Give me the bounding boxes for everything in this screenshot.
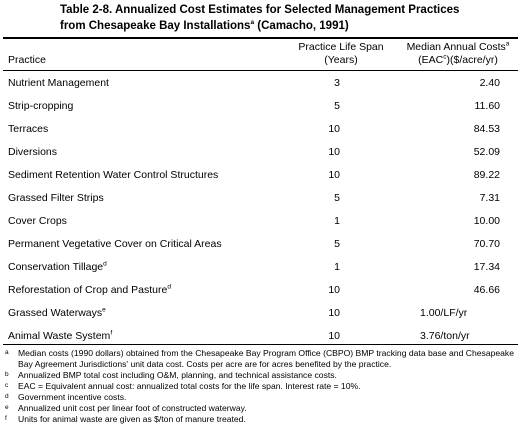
footnote-text: EAC = Equivalent annual cost: annualized total costs for the life span. Interest rate = 10%. [18,381,361,391]
table-row [0,120,525,140]
life-span-value: 1 [334,261,340,273]
practice-name: Reforestation of Crop and Pasture$^d$ [8,283,171,296]
practice-name: Strip-cropping [8,100,74,112]
footnote-mark: b [5,371,9,378]
title-line-2 [60,18,500,34]
footnote-mark: d [5,393,9,400]
table-row [0,166,525,186]
life-span-value: 10 [328,169,340,181]
life-span-value: 10 [328,146,340,158]
table-title [60,2,500,34]
practice-name: Terraces [8,123,49,135]
cost-value: 1.00/LF/yr [420,307,468,319]
table-row [0,189,525,209]
header-rule [3,70,518,71]
cost-value: 11.60 [474,100,500,112]
bottom-rule [3,344,518,345]
header-life-span-line1: Practice Life Span [298,41,384,53]
footnote-text: Median costs (1990 dollars) obtained from the Chesapeake Bay Program Office (CBPO) BMP tracking data base and Chesapeake Bay Agreement Jurisdictions' unit data cost. Costs per acre are for acres benefited by the practice. [18,348,514,369]
footnote-text: Annualized BMP total cost including O&M, planning, and technical assistance costs. [18,370,337,380]
cost-value: 10.00 [473,215,500,227]
footnote [5,403,520,414]
cost-value: 2.40 [479,77,500,89]
cost-value: 70.70 [473,238,500,250]
title-line-2-tail: (Camacho, 1991) [254,20,349,32]
footnote [5,381,520,392]
footnote [5,348,520,370]
cost-value: 7.31 [479,192,500,204]
footnotes [5,348,520,425]
header-life-span-line2: (Years) [324,54,358,66]
life-span-value: 10 [328,123,340,135]
practice-name: Diversions [8,146,58,158]
table-row [0,304,525,324]
cost-value: 17.34 [473,261,500,273]
practice-name: Cover Crops [8,215,67,227]
cost-value: 3.76/ton/yr [420,330,470,342]
life-span-value: 5 [334,192,340,204]
practice-name: Grassed Waterways$^e$ [8,306,106,319]
header-life-span [296,41,386,67]
footnote [5,414,520,425]
footnote-text: Government incentive costs. [18,392,127,402]
practice-name: Nutrient Management [8,77,109,89]
footnote-mark: e [5,404,9,411]
header-cost-mark-a: a [505,40,510,48]
life-span-value: 3 [334,77,340,89]
table-row [0,74,525,94]
header-cost-mark-c: c [443,53,447,61]
cost-value: 84.53 [473,123,500,135]
life-span-value: 10 [328,284,340,296]
table-row [0,97,525,117]
footnote-mark: f [5,415,7,422]
table-row [0,258,525,278]
table-row [0,212,525,232]
footnote-mark: a [5,349,9,356]
practice-name: Sediment Retention Water Control Structures [8,169,219,181]
life-span-value: 10 [328,330,340,342]
header-practice: Practice [8,54,46,66]
footnote-text: Units for animal waste are given as $/ton of manure treated. [18,414,246,424]
header-cost-line1-text: Median Annual Costs [406,41,506,53]
life-span-value: 5 [334,238,340,250]
table-row [0,235,525,255]
header-annual-cost [398,41,518,67]
table-row [0,143,525,163]
header-cost-line1 [398,41,518,54]
header-cost-line2-post: )($/acre/yr) [446,54,498,66]
footnote-text: Annualized unit cost per linear foot of constructed waterway. [18,403,247,413]
title-line-2-text: from Chesapeake Bay Installations [60,20,251,32]
footnote [5,370,520,381]
header-cost-line2 [398,54,518,67]
life-span-value: 1 [334,215,340,227]
table-row [0,281,525,301]
practice-name: Conservation Tillage$^d$ [8,260,107,273]
top-rule [3,37,518,39]
practice-name: Animal Waste System$^f$ [8,329,113,342]
header-cost-line2-pre: (EAC [418,54,444,66]
cost-value: 89.22 [473,169,500,181]
footnote [5,392,520,403]
footnote-mark: c [5,382,9,389]
life-span-value: 10 [328,307,340,319]
practice-name: Permanent Vegetative Cover on Critical Areas [8,238,222,250]
life-span-value: 5 [334,100,340,112]
cost-value: 46.66 [473,284,500,296]
title-line-1: Table 2-8. Annualized Cost Estimates for Selected Management Practices [60,4,460,16]
practice-name: Grassed Filter Strips [8,192,104,204]
cost-value: 52.09 [473,146,500,158]
title-footnote-mark: a [250,19,255,27]
